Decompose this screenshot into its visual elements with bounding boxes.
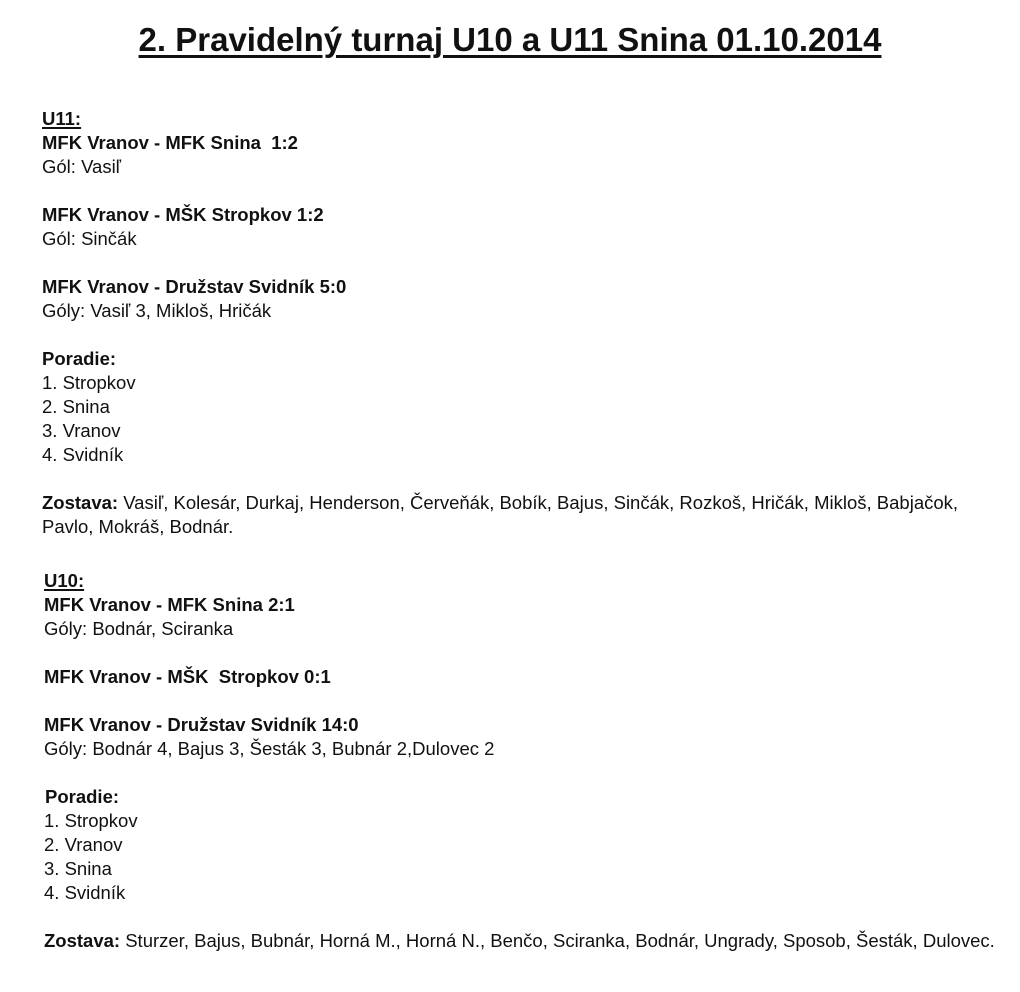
- lineup-players: Vasiľ, Kolesár, Durkaj, Henderson, Červeňák, Bobík, Bajus, Sinčák, Rozkoš, Hričák, Mikloš, Babjačok, Pavlo, Mokráš, Bodnár.: [42, 492, 959, 537]
- u11-standings: [42, 347, 1002, 467]
- u10-match-2: [44, 665, 1004, 689]
- standings-item: 1. Stropkov: [44, 810, 138, 831]
- u11-section: [42, 107, 1002, 539]
- lineup-label: Zostava:: [44, 930, 121, 951]
- lineup-players: Sturzer, Bajus, Bubnár, Horná M., Horná N., Benčo, Sciranka, Bodnár, Ungrady, Sposob, Šesták, Dulovec.: [120, 930, 995, 951]
- match-goals: Góly: Bodnár, Sciranka: [44, 618, 234, 639]
- match-result: MFK Vranov - MFK Snina 1:2: [42, 132, 298, 153]
- u10-match-3: [44, 713, 1004, 761]
- standings-item: 1. Stropkov: [42, 372, 136, 393]
- standings-item: 3. Snina: [44, 858, 112, 879]
- match-result: MFK Vranov - Družstav Svidník 14:0: [44, 714, 359, 735]
- match-result: MFK Vranov - MFK Snina 2:1: [44, 594, 295, 615]
- u10-lineup: [44, 929, 1004, 953]
- standings-item: 3. Vranov: [42, 420, 121, 441]
- standings-list: [44, 809, 1004, 905]
- standings-item: 4. Svidník: [42, 444, 124, 465]
- match-goals: Góly: Bodnár 4, Bajus 3, Šesták 3, Bubnár 2,Dulovec 2: [44, 738, 495, 759]
- standings-item: 2. Snina: [42, 396, 110, 417]
- match-result: MFK Vranov - MŠK Stropkov 1:2: [42, 204, 324, 225]
- u11-heading: U11:: [42, 108, 82, 129]
- lineup-label: Zostava:: [42, 492, 119, 513]
- u11-match-2: [42, 203, 1002, 251]
- page-title: [0, 18, 1020, 62]
- page-title-text: 2. Pravidelný turnaj U10 a U11 Snina 01.10.2014: [138, 21, 882, 58]
- u10-standings: [44, 785, 1004, 905]
- u10-heading: U10:: [44, 570, 85, 591]
- standings-item: 2. Vranov: [44, 834, 123, 855]
- match-goals: Gól: Sinčák: [42, 228, 137, 249]
- match-goals: Gól: Vasiľ: [42, 156, 122, 177]
- match-goals: Góly: Vasiľ 3, Mikloš, Hričák: [42, 300, 272, 321]
- u11-match-1: [42, 131, 1002, 179]
- standings-title: Poradie:: [45, 786, 120, 807]
- match-result: MFK Vranov - Družstav Svidník 5:0: [42, 276, 347, 297]
- u11-lineup: [42, 491, 1002, 539]
- u11-match-3: [42, 275, 1002, 323]
- u10-section: [44, 569, 1004, 953]
- match-result: MFK Vranov - MŠK Stropkov 0:1: [44, 666, 331, 687]
- u10-match-1: [44, 593, 1004, 641]
- standings-title: Poradie:: [42, 348, 117, 369]
- standings-list: [42, 371, 1002, 467]
- standings-item: 4. Svidník: [44, 882, 126, 903]
